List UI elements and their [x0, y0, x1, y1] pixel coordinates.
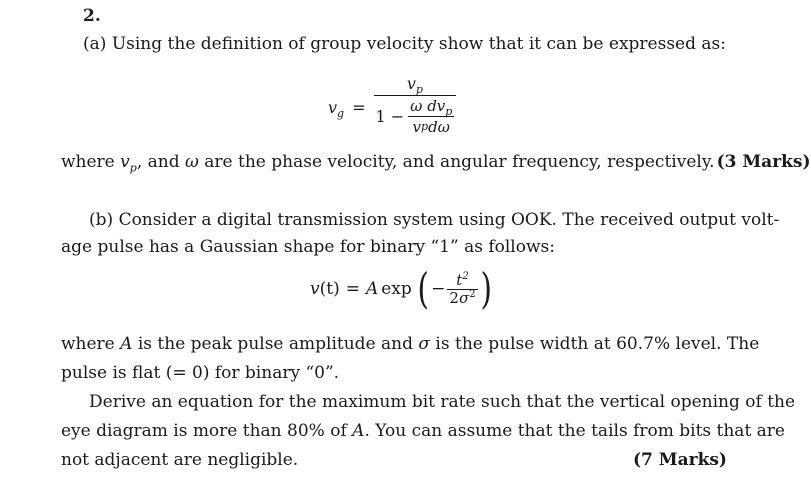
part-b-line-5: Derive an equation for the maximum bit rate such that the vertical opening of the	[89, 392, 796, 412]
part-b-line-3: where A is the peak pulse amplitude and σ is the pulse width at 60.7% level. The	[61, 334, 760, 354]
eq1-inner-fraction	[408, 98, 454, 135]
question-number: 2.	[83, 6, 101, 26]
eq1-one-minus: 1 −	[375, 107, 405, 126]
eq1-fraction	[374, 74, 457, 135]
part-b-marks: (7 Marks)	[633, 450, 727, 470]
group-velocity-equation	[328, 74, 456, 135]
eq1-lhs: $v_g$	[328, 98, 345, 121]
part-a-label: (a)	[83, 34, 107, 54]
eq1-equals: =	[352, 98, 366, 117]
eq1-denominator	[374, 96, 457, 135]
part-b-label: (b)	[89, 210, 114, 230]
part-a-marks: (3 Marks)	[716, 152, 811, 172]
part-b-line-2: age pulse has a Gaussian shape for binary “1” as follows:	[61, 237, 555, 257]
eq2-fraction	[447, 272, 477, 307]
eq1-numerator: $v_p$	[406, 74, 423, 97]
eq1-inner-numerator: ω $dv_p$	[410, 97, 453, 118]
eq2-right-paren: )	[480, 264, 492, 313]
eq1-inner-denominator: v p dω	[412, 118, 450, 136]
eq2-denominator: $2\sigma^2$	[449, 288, 476, 307]
part-b-line-7: not adjacent are negligible.	[61, 450, 299, 470]
part-a-text: Using the definition of group velocity show that it can be expressed as:	[111, 34, 726, 54]
part-b-line-6: eye diagram is more than 80% of A. You can assume that the tails from bits that are	[61, 421, 785, 441]
eq2-numerator: $t^2$	[456, 270, 469, 289]
part-b-line-4: pulse is flat (= 0) for binary “0”.	[61, 363, 340, 383]
part-a-prompt	[83, 34, 726, 54]
part-a-where-line: where $v_p$, and ω are the phase velocity, and angular frequency, respectively. (3 Marks)	[61, 152, 811, 175]
part-b-line-1: (b) Consider a digital transmission system using OOK. The received output volt-	[89, 210, 780, 230]
eq2-left-paren: (	[417, 264, 429, 313]
gaussian-pulse-equation: v (t) = A exp ( − $\frac{t^2}{2\sigma^2}$ )	[310, 264, 492, 313]
